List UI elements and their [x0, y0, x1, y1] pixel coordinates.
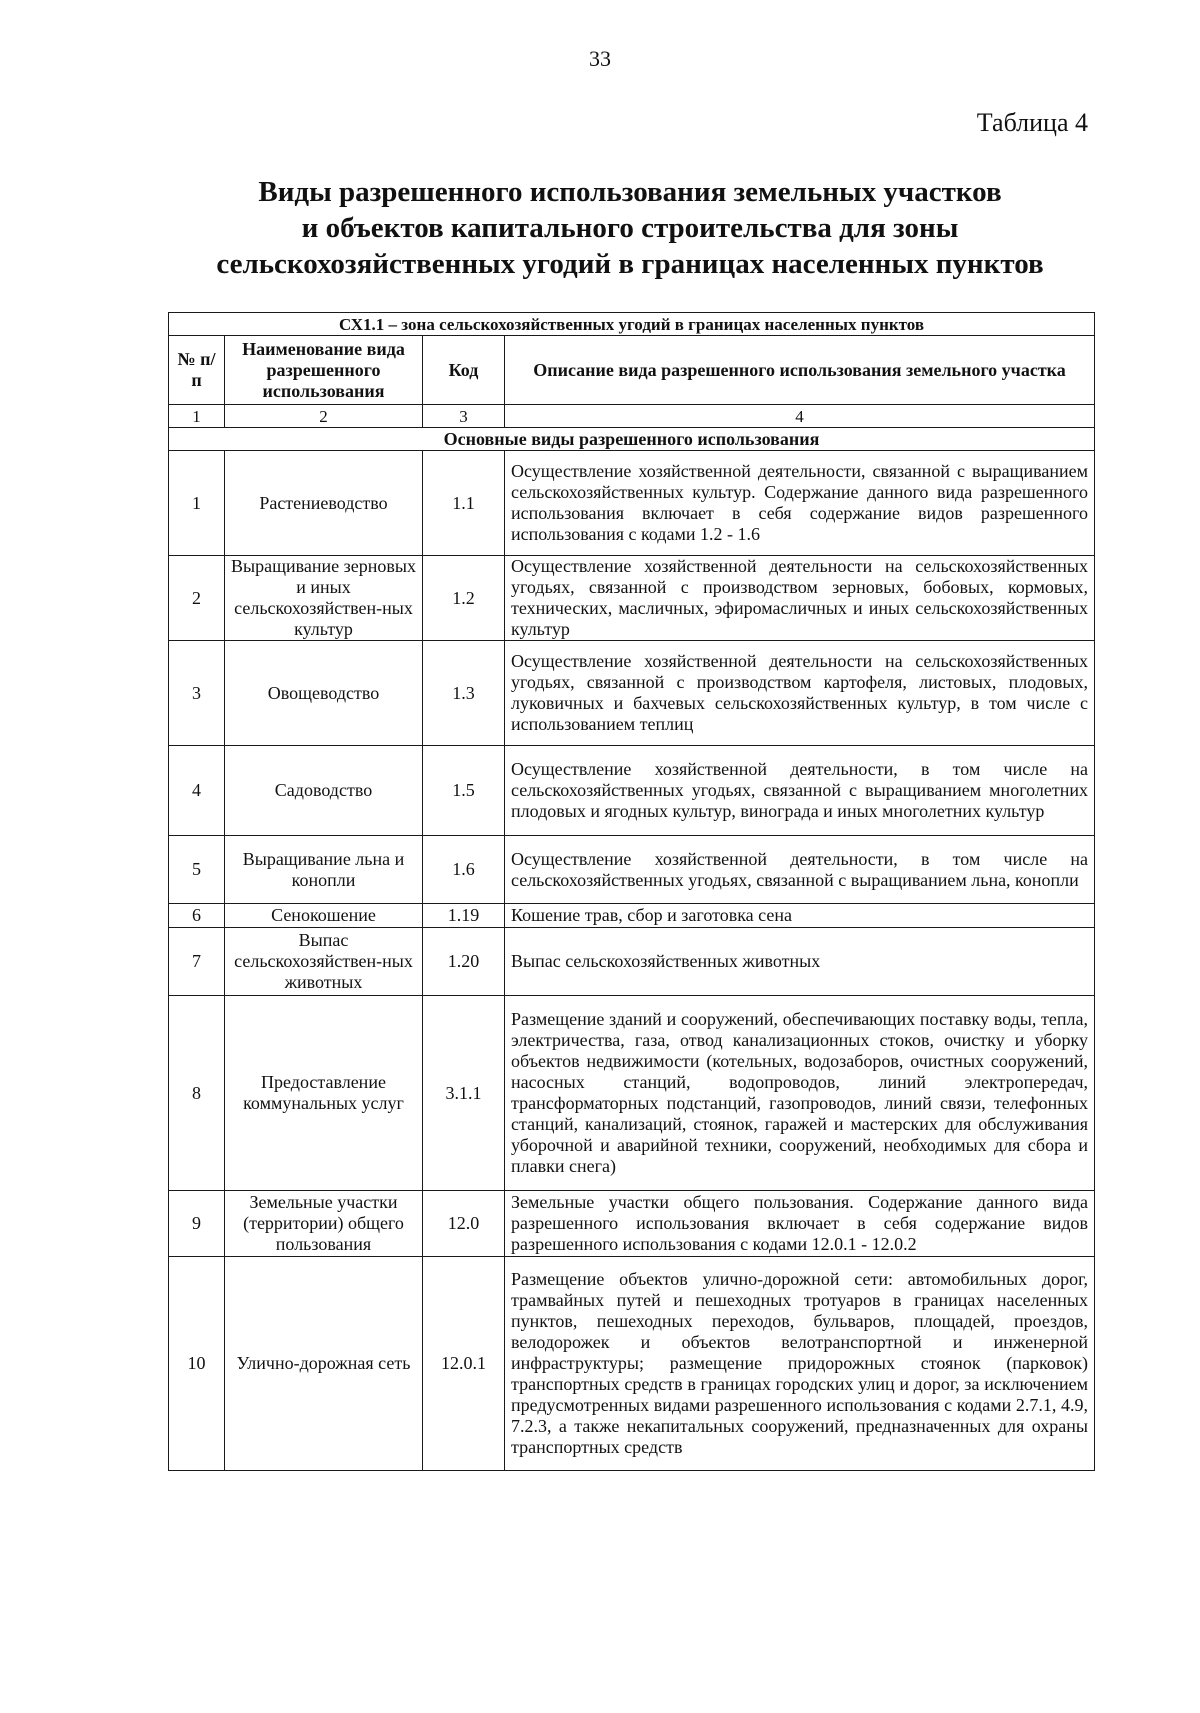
row-description: Кошение трав, сбор и заготовка сена [505, 904, 1095, 928]
row-number: 5 [169, 836, 225, 904]
table-row [169, 1191, 1095, 1257]
row-use-name: Овощеводство [225, 641, 423, 746]
column-number: 3 [423, 405, 505, 428]
section-title: Основные виды разрешенного использования [169, 428, 1095, 451]
table-row [169, 451, 1095, 556]
row-description: Осуществление хозяйственной деятельности на сельскохозяйственных угодьях, связанной с производством картофеля, листовых, плодовых, луковичных и бахчевых сельскохозяйственных культур, в том числе с использованием теплиц [505, 641, 1095, 746]
row-code: 12.0.1 [423, 1257, 505, 1471]
table-row [169, 1257, 1095, 1471]
row-description: Размещение зданий и сооружений, обеспечивающих поставку воды, тепла, электричества, газа, отвод канализационных стоков, очистку и уборку объектов недвижимости (котельных, водозаборов, очистных сооружений, насосных станций, водопроводов, линий электропередач, трансформаторных подстанций, газопроводов, линий связи, телефонных станций, канализаций, стоянок, гаражей и мастерских для обслуживания уборочной и аварийной техники, сооружений, необходимых для сбора и плавки снега) [505, 996, 1095, 1191]
title-line: и объектов капитального строительства для зоны [301, 212, 959, 244]
row-number: 7 [169, 928, 225, 996]
row-description: Осуществление хозяйственной деятельности, в том числе на сельскохозяйственных угодьях, связанной с выращиванием многолетних плодовых и ягодных культур, винограда и иных многолетних культур [505, 746, 1095, 836]
table-row [169, 904, 1095, 928]
row-number: 3 [169, 641, 225, 746]
zone-title: СХ1.1 – зона сельскохозяйственных угодий в границах населенных пунктов [169, 313, 1095, 336]
title-line: Виды разрешенного использования земельных участков [258, 176, 1002, 208]
row-code: 1.6 [423, 836, 505, 904]
row-use-name: Выращивание льна и конопли [225, 836, 423, 904]
row-description: Земельные участки общего пользования. Содержание данного вида разрешенного использования включает в себя содержание видов разрешенного использования с кодами 12.0.1 - 12.0.2 [505, 1191, 1095, 1257]
header-desc: Описание вида разрешенного использования земельного участка [505, 336, 1095, 405]
row-description: Осуществление хозяйственной деятельности, в том числе на сельскохозяйственных угодьях, связанной с выращиванием льна, конопли [505, 836, 1095, 904]
row-number: 1 [169, 451, 225, 556]
row-code: 1.2 [423, 556, 505, 641]
column-number: 4 [505, 405, 1095, 428]
page-number: 33 [589, 46, 611, 71]
table-row [169, 746, 1095, 836]
row-use-name: Садоводство [225, 746, 423, 836]
table-row [169, 556, 1095, 641]
document-title [150, 174, 1110, 282]
table-row [169, 836, 1095, 904]
row-code: 12.0 [423, 1191, 505, 1257]
header-num: № п/п [169, 336, 225, 405]
table-row [169, 641, 1095, 746]
row-use-name: Выращивание зерновых и иных сельскохозяйствен-ных культур [225, 556, 423, 641]
row-use-name: Выпас сельскохозяйствен-ных животных [225, 928, 423, 996]
row-code: 1.19 [423, 904, 505, 928]
row-number: 10 [169, 1257, 225, 1471]
row-use-name: Сенокошение [225, 904, 423, 928]
column-number: 1 [169, 405, 225, 428]
row-code: 1.3 [423, 641, 505, 746]
row-code: 1.20 [423, 928, 505, 996]
row-code: 1.1 [423, 451, 505, 556]
header-code: Код [423, 336, 505, 405]
row-use-name: Растениеводство [225, 451, 423, 556]
row-use-name: Земельные участки (территории) общего пользования [225, 1191, 423, 1257]
title-line: сельскохозяйственных угодий в границах населенных пунктов [216, 248, 1044, 280]
row-code: 1.5 [423, 746, 505, 836]
row-description: Осуществление хозяйственной деятельности, связанной с выращиванием сельскохозяйственных культур. Содержание данного вида разрешенного использования включает в себя содержание видов разрешенного использования с кодами 1.2 - 1.6 [505, 451, 1095, 556]
row-code: 3.1.1 [423, 996, 505, 1191]
column-number: 2 [225, 405, 423, 428]
table-label: Таблица 4 [976, 108, 1088, 137]
table-row [169, 928, 1095, 996]
row-number: 8 [169, 996, 225, 1191]
row-description: Размещение объектов улично-дорожной сети: автомобильных дорог, трамвайных путей и пешеходных тротуаров в границах населенных пунктов, пешеходных переходов, бульваров, площадей, проездов, велодорожек и объектов велотранспортной и инженерной инфраструктуры; размещение придорожных стоянок (парковок) транспортных средств в границах городских улиц и дорог, за исключением предусмотренных видами разрешенного использования с кодами 2.7.1, 4.9, 7.2.3, а также некапитальных сооружений, предназначенных для охраны транспортных средств [505, 1257, 1095, 1471]
row-number: 9 [169, 1191, 225, 1257]
row-description: Выпас сельскохозяйственных животных [505, 928, 1095, 996]
row-number: 4 [169, 746, 225, 836]
row-use-name: Улично-дорожная сеть [225, 1257, 423, 1471]
land-use-table [168, 312, 1095, 1471]
header-name: Наименование вида разрешенного использования [225, 336, 423, 405]
table-row [169, 996, 1095, 1191]
row-number: 6 [169, 904, 225, 928]
row-number: 2 [169, 556, 225, 641]
row-description: Осуществление хозяйственной деятельности на сельскохозяйственных угодьях, связанной с производством зерновых, бобовых, кормовых, технических, масличных, эфиромасличных и иных сельскохозяйственных культур [505, 556, 1095, 641]
row-use-name: Предоставление коммунальных услуг [225, 996, 423, 1191]
